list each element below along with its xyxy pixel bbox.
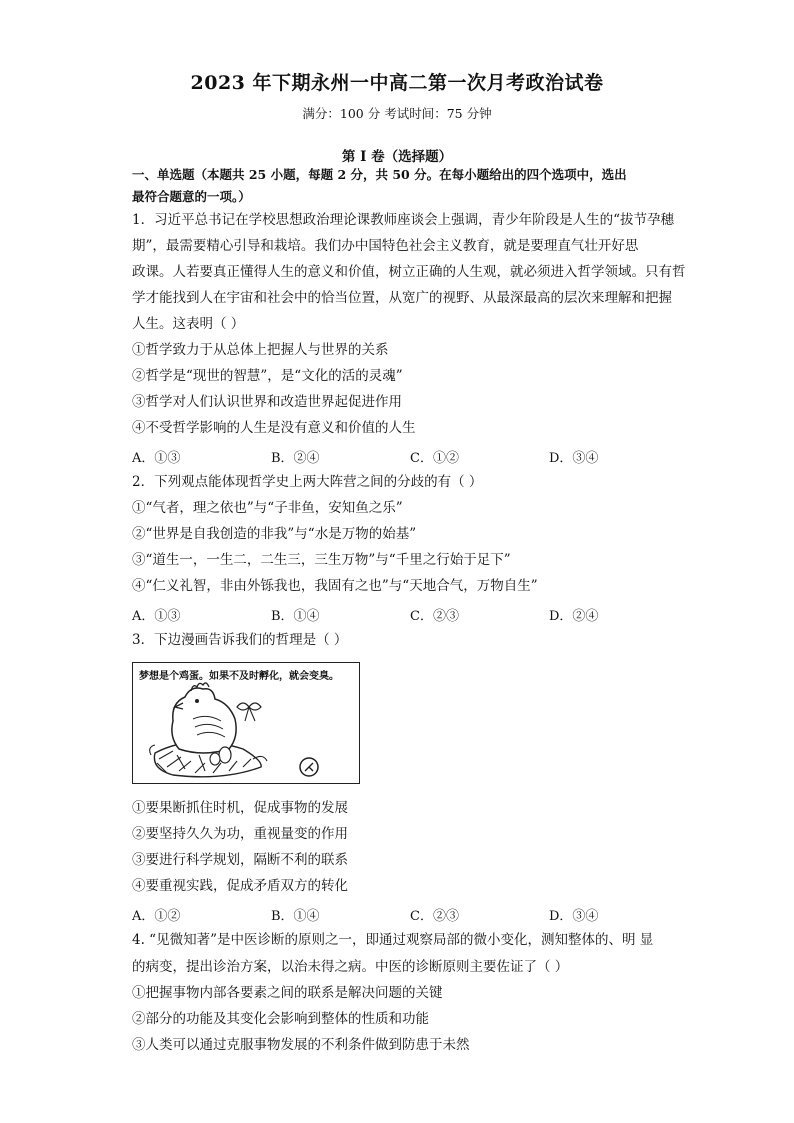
q4-stem-line-2: 的病变，提出诊治方案，以治未得之病。中医的诊断原则主要佐证了（ ） (132, 959, 569, 975)
q3-option-b[interactable]: B．①④ (271, 909, 320, 924)
q4-item-2: ②部分的功能及其变化会影响到整体的性质和功能 (132, 1011, 429, 1027)
q1-stem-line-4: 学才能找到人在宇宙和社会中的恰当位置，从宽广的视野、从最深最高的层次来理解和把握 (132, 290, 672, 306)
q1-option-d[interactable]: D．③④ (549, 451, 599, 466)
q2-item-2: ②“世界是自我创造的非我”与“水是万物的始基” (132, 526, 417, 542)
q1-item-1: ①哲学致力于从总体上把握人与世界的关系 (132, 342, 389, 358)
q3-item-2: ②要坚持久久为功，重视量变的作用 (132, 826, 348, 842)
exam-subtitle: 满分：100 分 考试时间：75 分钟 (302, 106, 492, 121)
hen-on-nest-illustration (133, 663, 359, 783)
q1-item-3: ③哲学对人们认识世界和改造世界起促进作用 (132, 394, 402, 410)
q1-options (132, 447, 672, 467)
instruction-line-1: 一、单选题（本题共 25 小题，每题 2 分，共 50 分。在每小题给出的四个选项中，选出 (132, 167, 627, 182)
q2-option-a[interactable]: A．①③ (132, 609, 181, 624)
q2-option-c[interactable]: C．②③ (410, 609, 459, 624)
q4-item-3: ③人类可以通过克服事物发展的不利条件做到防患于未然 (132, 1037, 470, 1053)
q1-item-4: ④不受哲学影响的人生是没有意义和价值的人生 (132, 420, 416, 436)
q2-item-4: ④“仁义礼智，非由外铄我也，我固有之也”与“天地合气，万物自生” (132, 578, 538, 594)
cartoon-image (132, 662, 360, 784)
q2-stem: 2．下列观点能体现哲学史上两大阵营之间的分歧的有（ ） (132, 474, 483, 490)
q1-stem-line-1: 1．习近平总书记在学校思想政治理论课教师座谈会上强调，青少年阶段是人生的“拔节孕穗 (132, 212, 674, 228)
q1-option-a[interactable]: A．①③ (132, 451, 181, 466)
section-instruction (132, 164, 672, 208)
q3-options (132, 905, 672, 925)
cartoon-caption: 梦想是个鸡蛋。如果不及时孵化，就会变臭。 (139, 671, 339, 682)
q2-option-d[interactable]: D．②④ (549, 609, 599, 624)
q3-item-1: ①要果断抓住时机，促成事物的发展 (132, 800, 348, 816)
q3-stem: 3．下边漫画告诉我们的哲理是（ ） (132, 632, 348, 648)
q3-item-3: ③要进行科学规划，隔断不利的联系 (132, 852, 348, 868)
q1-stem-line-5: 人生。这表明（ ） (132, 316, 245, 332)
q3-item-4: ④要重视实践，促成矛盾双方的转化 (132, 878, 348, 894)
q1-stem-line-3: 政课。人若要真正懂得人生的意义和价值，树立正确的人生观，就必须进入哲学领域。只有哲 (132, 264, 686, 280)
q4-item-1: ①把握事物内部各要素之间的联系是解决问题的关键 (132, 985, 443, 1001)
q1-option-b[interactable]: B．②④ (271, 451, 320, 466)
exam-title: 2023 年下期永州一中高二第一次月考政治试卷 (190, 72, 604, 94)
q4-stem-line-1: 4. “见微知著”是中医诊断的原则之一，即通过观察局部的微小变化，测知整体的、明 显 (132, 932, 654, 948)
q2-option-b[interactable]: B．①④ (271, 609, 320, 624)
q2-item-1: ①“气者，理之依也”与“子非鱼，安知鱼之乐” (132, 500, 403, 516)
section-title: 第 I 卷（选择题） (341, 149, 453, 165)
q3-option-a[interactable]: A．①② (132, 909, 181, 924)
q1-stem-line-2: 期”，最需要精心引导和栽培。我们办中国特色社会主义教育，就是要理直气壮开好思 (132, 238, 639, 254)
q2-item-3: ③“道生一，一生二，二生三，三生万物”与“千里之行始于足下” (132, 552, 511, 568)
q3-option-d[interactable]: D．③④ (549, 909, 599, 924)
instruction-line-2: 最符合题意的一项。） (132, 189, 251, 204)
q3-option-c[interactable]: C．②③ (410, 909, 459, 924)
q2-options (132, 605, 672, 625)
q1-option-c[interactable]: C．①② (410, 451, 459, 466)
q1-item-2: ②哲学是“现世的智慧”，是“文化的活的灵魂” (132, 368, 403, 384)
